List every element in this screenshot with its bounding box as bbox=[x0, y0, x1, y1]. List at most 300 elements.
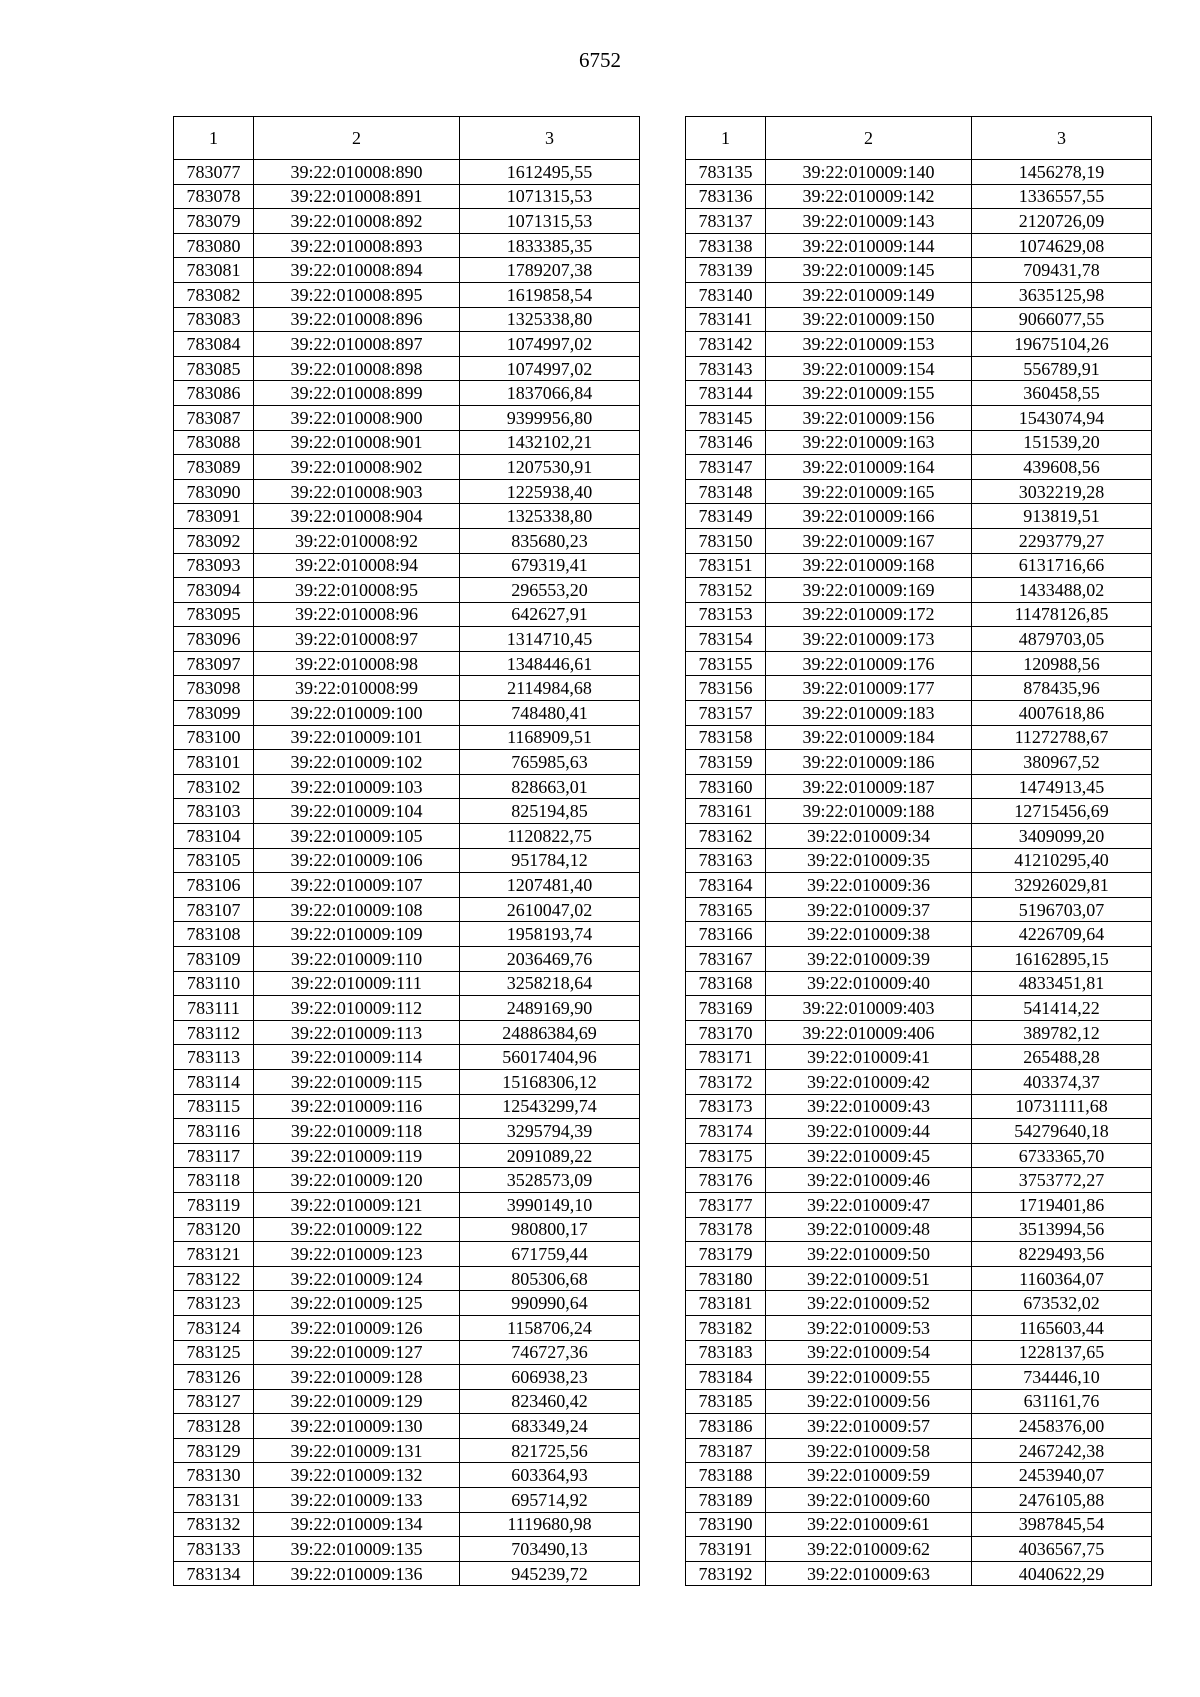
row-number-cell: 783185 bbox=[686, 1389, 766, 1414]
cadastral-number-cell: 39:22:010008:900 bbox=[254, 405, 460, 430]
cadastral-number-cell: 39:22:010009:40 bbox=[766, 971, 972, 996]
cadastral-number-cell: 39:22:010009:48 bbox=[766, 1217, 972, 1242]
value-cell: 2476105,88 bbox=[972, 1488, 1152, 1513]
value-cell: 4833451,81 bbox=[972, 971, 1152, 996]
value-cell: 3528573,09 bbox=[460, 1168, 640, 1193]
value-cell: 642627,91 bbox=[460, 602, 640, 627]
row-number-cell: 783127 bbox=[174, 1389, 254, 1414]
value-cell: 2036469,76 bbox=[460, 947, 640, 972]
row-number-cell: 783166 bbox=[686, 922, 766, 947]
cadastral-number-cell: 39:22:010009:177 bbox=[766, 676, 972, 701]
value-cell: 1074997,02 bbox=[460, 332, 640, 357]
row-number-cell: 783150 bbox=[686, 528, 766, 553]
cadastral-number-cell: 39:22:010009:124 bbox=[254, 1266, 460, 1291]
cadastral-number-cell: 39:22:010009:184 bbox=[766, 725, 972, 750]
row-number-cell: 783102 bbox=[174, 774, 254, 799]
table-row bbox=[174, 1266, 640, 1291]
table-row bbox=[686, 701, 1152, 726]
cadastral-number-cell: 39:22:010009:166 bbox=[766, 504, 972, 529]
value-cell: 15168306,12 bbox=[460, 1069, 640, 1094]
column-header-3: 3 bbox=[460, 117, 640, 160]
table-row bbox=[686, 184, 1152, 209]
cadastral-number-cell: 39:22:010009:149 bbox=[766, 282, 972, 307]
table-row bbox=[686, 1340, 1152, 1365]
value-cell: 631161,76 bbox=[972, 1389, 1152, 1414]
cadastral-number-cell: 39:22:010009:41 bbox=[766, 1045, 972, 1070]
row-number-cell: 783189 bbox=[686, 1488, 766, 1513]
table-row bbox=[686, 1069, 1152, 1094]
value-cell: 2458376,00 bbox=[972, 1414, 1152, 1439]
row-number-cell: 783141 bbox=[686, 307, 766, 332]
value-cell: 3258218,64 bbox=[460, 971, 640, 996]
value-cell: 828663,01 bbox=[460, 774, 640, 799]
row-number-cell: 783094 bbox=[174, 578, 254, 603]
row-number-cell: 783125 bbox=[174, 1340, 254, 1365]
value-cell: 835680,23 bbox=[460, 528, 640, 553]
row-number-cell: 783151 bbox=[686, 553, 766, 578]
cadastral-number-cell: 39:22:010008:904 bbox=[254, 504, 460, 529]
value-cell: 3635125,98 bbox=[972, 282, 1152, 307]
cadastral-number-cell: 39:22:010008:898 bbox=[254, 356, 460, 381]
table-row bbox=[686, 1217, 1152, 1242]
value-cell: 679319,41 bbox=[460, 553, 640, 578]
cadastral-number-cell: 39:22:010008:897 bbox=[254, 332, 460, 357]
value-cell: 296553,20 bbox=[460, 578, 640, 603]
table-row bbox=[174, 528, 640, 553]
table-row bbox=[174, 455, 640, 480]
cadastral-number-cell: 39:22:010009:120 bbox=[254, 1168, 460, 1193]
row-number-cell: 783143 bbox=[686, 356, 766, 381]
value-cell: 2114984,68 bbox=[460, 676, 640, 701]
row-number-cell: 783131 bbox=[174, 1488, 254, 1513]
value-cell: 2610047,02 bbox=[460, 897, 640, 922]
table-row bbox=[174, 160, 640, 185]
row-number-cell: 783098 bbox=[174, 676, 254, 701]
cadastral-number-cell: 39:22:010009:42 bbox=[766, 1069, 972, 1094]
row-number-cell: 783122 bbox=[174, 1266, 254, 1291]
value-cell: 1336557,55 bbox=[972, 184, 1152, 209]
value-cell: 1168909,51 bbox=[460, 725, 640, 750]
cadastral-number-cell: 39:22:010009:104 bbox=[254, 799, 460, 824]
cadastral-number-cell: 39:22:010009:54 bbox=[766, 1340, 972, 1365]
table-row bbox=[686, 873, 1152, 898]
cadastral-number-cell: 39:22:010009:115 bbox=[254, 1069, 460, 1094]
table-row bbox=[174, 1438, 640, 1463]
row-number-cell: 783136 bbox=[686, 184, 766, 209]
row-number-cell: 783128 bbox=[174, 1414, 254, 1439]
value-cell: 709431,78 bbox=[972, 258, 1152, 283]
row-number-cell: 783190 bbox=[686, 1512, 766, 1537]
column-header-3: 3 bbox=[972, 117, 1152, 160]
row-number-cell: 783111 bbox=[174, 996, 254, 1021]
row-number-cell: 783086 bbox=[174, 381, 254, 406]
header-row bbox=[686, 117, 1152, 160]
row-number-cell: 783182 bbox=[686, 1315, 766, 1340]
cadastral-number-cell: 39:22:010009:164 bbox=[766, 455, 972, 480]
cadastral-number-cell: 39:22:010009:143 bbox=[766, 209, 972, 234]
cadastral-number-cell: 39:22:010009:173 bbox=[766, 627, 972, 652]
row-number-cell: 783087 bbox=[174, 405, 254, 430]
value-cell: 1314710,45 bbox=[460, 627, 640, 652]
table-row bbox=[686, 602, 1152, 627]
table-row bbox=[686, 1266, 1152, 1291]
cadastral-number-cell: 39:22:010009:109 bbox=[254, 922, 460, 947]
value-cell: 703490,13 bbox=[460, 1537, 640, 1562]
value-cell: 980800,17 bbox=[460, 1217, 640, 1242]
value-cell: 734446,10 bbox=[972, 1365, 1152, 1390]
cadastral-number-cell: 39:22:010009:144 bbox=[766, 233, 972, 258]
table-row bbox=[174, 209, 640, 234]
table-row bbox=[174, 1119, 640, 1144]
cadastral-number-cell: 39:22:010008:902 bbox=[254, 455, 460, 480]
row-number-cell: 783108 bbox=[174, 922, 254, 947]
cadastral-number-cell: 39:22:010009:142 bbox=[766, 184, 972, 209]
cadastral-number-cell: 39:22:010009:131 bbox=[254, 1438, 460, 1463]
table-row bbox=[686, 233, 1152, 258]
table-row bbox=[686, 1365, 1152, 1390]
cadastral-number-cell: 39:22:010008:903 bbox=[254, 479, 460, 504]
cadastral-number-cell: 39:22:010009:129 bbox=[254, 1389, 460, 1414]
row-number-cell: 783103 bbox=[174, 799, 254, 824]
row-number-cell: 783181 bbox=[686, 1291, 766, 1316]
table-row bbox=[686, 1438, 1152, 1463]
table-row bbox=[686, 799, 1152, 824]
table-row bbox=[174, 750, 640, 775]
row-number-cell: 783121 bbox=[174, 1242, 254, 1267]
value-cell: 606938,23 bbox=[460, 1365, 640, 1390]
value-cell: 6131716,66 bbox=[972, 553, 1152, 578]
value-cell: 2293779,27 bbox=[972, 528, 1152, 553]
value-cell: 380967,52 bbox=[972, 750, 1152, 775]
table-row bbox=[686, 996, 1152, 1021]
table-row bbox=[174, 258, 640, 283]
row-number-cell: 783104 bbox=[174, 824, 254, 849]
row-number-cell: 783152 bbox=[686, 578, 766, 603]
value-cell: 1225938,40 bbox=[460, 479, 640, 504]
cadastral-number-cell: 39:22:010009:100 bbox=[254, 701, 460, 726]
cadastral-number-cell: 39:22:010009:116 bbox=[254, 1094, 460, 1119]
row-number-cell: 783148 bbox=[686, 479, 766, 504]
table-row bbox=[686, 160, 1152, 185]
cadastral-number-cell: 39:22:010009:169 bbox=[766, 578, 972, 603]
cadastral-number-cell: 39:22:010009:121 bbox=[254, 1192, 460, 1217]
value-cell: 878435,96 bbox=[972, 676, 1152, 701]
cadastral-number-cell: 39:22:010009:140 bbox=[766, 160, 972, 185]
value-cell: 56017404,96 bbox=[460, 1045, 640, 1070]
row-number-cell: 783116 bbox=[174, 1119, 254, 1144]
table-row bbox=[686, 1414, 1152, 1439]
cadastral-number-cell: 39:22:010008:893 bbox=[254, 233, 460, 258]
cadastral-number-cell: 39:22:010009:38 bbox=[766, 922, 972, 947]
table-row bbox=[174, 1414, 640, 1439]
cadastral-number-cell: 39:22:010009:102 bbox=[254, 750, 460, 775]
value-cell: 2489169,90 bbox=[460, 996, 640, 1021]
value-cell: 1719401,86 bbox=[972, 1192, 1152, 1217]
row-number-cell: 783188 bbox=[686, 1463, 766, 1488]
row-number-cell: 783118 bbox=[174, 1168, 254, 1193]
value-cell: 2453940,07 bbox=[972, 1463, 1152, 1488]
cadastral-number-cell: 39:22:010008:892 bbox=[254, 209, 460, 234]
value-cell: 683349,24 bbox=[460, 1414, 640, 1439]
table-row bbox=[174, 725, 640, 750]
row-number-cell: 783176 bbox=[686, 1168, 766, 1193]
cadastral-number-cell: 39:22:010008:97 bbox=[254, 627, 460, 652]
table-row bbox=[174, 897, 640, 922]
value-cell: 1207530,91 bbox=[460, 455, 640, 480]
row-number-cell: 783174 bbox=[686, 1119, 766, 1144]
cadastral-number-cell: 39:22:010009:35 bbox=[766, 848, 972, 873]
value-cell: 3409099,20 bbox=[972, 824, 1152, 849]
value-cell: 1432102,21 bbox=[460, 430, 640, 455]
value-cell: 439608,56 bbox=[972, 455, 1152, 480]
cadastral-number-cell: 39:22:010009:156 bbox=[766, 405, 972, 430]
row-number-cell: 783089 bbox=[174, 455, 254, 480]
row-number-cell: 783175 bbox=[686, 1143, 766, 1168]
table-row bbox=[174, 1512, 640, 1537]
value-cell: 2120726,09 bbox=[972, 209, 1152, 234]
row-number-cell: 783158 bbox=[686, 725, 766, 750]
value-cell: 913819,51 bbox=[972, 504, 1152, 529]
value-cell: 805306,68 bbox=[460, 1266, 640, 1291]
row-number-cell: 783157 bbox=[686, 701, 766, 726]
row-number-cell: 783155 bbox=[686, 651, 766, 676]
table-row bbox=[174, 1561, 640, 1586]
row-number-cell: 783135 bbox=[686, 160, 766, 185]
row-number-cell: 783173 bbox=[686, 1094, 766, 1119]
value-cell: 1071315,53 bbox=[460, 184, 640, 209]
value-cell: 1228137,65 bbox=[972, 1340, 1152, 1365]
column-header-2: 2 bbox=[254, 117, 460, 160]
cadastral-number-cell: 39:22:010009:57 bbox=[766, 1414, 972, 1439]
row-number-cell: 783097 bbox=[174, 651, 254, 676]
table-row bbox=[686, 1488, 1152, 1513]
table-row bbox=[686, 1143, 1152, 1168]
row-number-cell: 783119 bbox=[174, 1192, 254, 1217]
table-row bbox=[174, 405, 640, 430]
value-cell: 16162895,15 bbox=[972, 947, 1152, 972]
cadastral-number-cell: 39:22:010009:60 bbox=[766, 1488, 972, 1513]
row-number-cell: 783113 bbox=[174, 1045, 254, 1070]
value-cell: 695714,92 bbox=[460, 1488, 640, 1513]
table-row bbox=[174, 676, 640, 701]
table-row bbox=[686, 1561, 1152, 1586]
cadastral-number-cell: 39:22:010009:125 bbox=[254, 1291, 460, 1316]
value-cell: 603364,93 bbox=[460, 1463, 640, 1488]
row-number-cell: 783095 bbox=[174, 602, 254, 627]
cadastral-number-cell: 39:22:010009:36 bbox=[766, 873, 972, 898]
table-row bbox=[686, 356, 1152, 381]
row-number-cell: 783192 bbox=[686, 1561, 766, 1586]
table-row bbox=[174, 479, 640, 504]
row-number-cell: 783156 bbox=[686, 676, 766, 701]
cadastral-number-cell: 39:22:010009:46 bbox=[766, 1168, 972, 1193]
row-number-cell: 783114 bbox=[174, 1069, 254, 1094]
table-row bbox=[174, 971, 640, 996]
value-cell: 9066077,55 bbox=[972, 307, 1152, 332]
table-row bbox=[174, 1094, 640, 1119]
value-cell: 1543074,94 bbox=[972, 405, 1152, 430]
table-row bbox=[686, 947, 1152, 972]
row-number-cell: 783101 bbox=[174, 750, 254, 775]
cadastral-number-cell: 39:22:010009:101 bbox=[254, 725, 460, 750]
table-row bbox=[174, 602, 640, 627]
table-row bbox=[174, 1463, 640, 1488]
table-row bbox=[174, 1340, 640, 1365]
table-row bbox=[686, 405, 1152, 430]
cadastral-number-cell: 39:22:010009:176 bbox=[766, 651, 972, 676]
value-cell: 5196703,07 bbox=[972, 897, 1152, 922]
value-cell: 19675104,26 bbox=[972, 332, 1152, 357]
table-row bbox=[686, 1389, 1152, 1414]
value-cell: 8229493,56 bbox=[972, 1242, 1152, 1267]
table-row bbox=[686, 1315, 1152, 1340]
value-cell: 671759,44 bbox=[460, 1242, 640, 1267]
value-cell: 945239,72 bbox=[460, 1561, 640, 1586]
row-number-cell: 783162 bbox=[686, 824, 766, 849]
table-row bbox=[174, 627, 640, 652]
row-number-cell: 783172 bbox=[686, 1069, 766, 1094]
table-row bbox=[686, 528, 1152, 553]
table-row bbox=[174, 282, 640, 307]
value-cell: 389782,12 bbox=[972, 1020, 1152, 1045]
value-cell: 10731111,68 bbox=[972, 1094, 1152, 1119]
row-number-cell: 783179 bbox=[686, 1242, 766, 1267]
row-number-cell: 783168 bbox=[686, 971, 766, 996]
value-cell: 1789207,38 bbox=[460, 258, 640, 283]
value-cell: 1833385,35 bbox=[460, 233, 640, 258]
value-cell: 3513994,56 bbox=[972, 1217, 1152, 1242]
row-number-cell: 783145 bbox=[686, 405, 766, 430]
cadastral-number-cell: 39:22:010008:896 bbox=[254, 307, 460, 332]
value-cell: 360458,55 bbox=[972, 381, 1152, 406]
table-row bbox=[174, 774, 640, 799]
row-number-cell: 783153 bbox=[686, 602, 766, 627]
cadastral-number-cell: 39:22:010009:172 bbox=[766, 602, 972, 627]
column-header-2: 2 bbox=[766, 117, 972, 160]
table-row bbox=[686, 1192, 1152, 1217]
table-row bbox=[174, 1389, 640, 1414]
row-number-cell: 783132 bbox=[174, 1512, 254, 1537]
table-row bbox=[174, 184, 640, 209]
cadastral-number-cell: 39:22:010009:134 bbox=[254, 1512, 460, 1537]
value-cell: 265488,28 bbox=[972, 1045, 1152, 1070]
row-number-cell: 783091 bbox=[174, 504, 254, 529]
cadastral-number-cell: 39:22:010009:44 bbox=[766, 1119, 972, 1144]
table-row bbox=[686, 1291, 1152, 1316]
value-cell: 1958193,74 bbox=[460, 922, 640, 947]
cadastral-number-cell: 39:22:010009:114 bbox=[254, 1045, 460, 1070]
table-row bbox=[174, 332, 640, 357]
value-cell: 4040622,29 bbox=[972, 1561, 1152, 1586]
value-cell: 1837066,84 bbox=[460, 381, 640, 406]
row-number-cell: 783110 bbox=[174, 971, 254, 996]
row-number-cell: 783171 bbox=[686, 1045, 766, 1070]
cadastral-number-cell: 39:22:010009:127 bbox=[254, 1340, 460, 1365]
right-table bbox=[685, 116, 1152, 1586]
cadastral-number-cell: 39:22:010009:111 bbox=[254, 971, 460, 996]
value-cell: 1158706,24 bbox=[460, 1315, 640, 1340]
cadastral-number-cell: 39:22:010009:122 bbox=[254, 1217, 460, 1242]
row-number-cell: 783142 bbox=[686, 332, 766, 357]
cadastral-number-cell: 39:22:010009:403 bbox=[766, 996, 972, 1021]
cadastral-number-cell: 39:22:010009:118 bbox=[254, 1119, 460, 1144]
table-row bbox=[174, 701, 640, 726]
cadastral-number-cell: 39:22:010009:155 bbox=[766, 381, 972, 406]
table-row bbox=[174, 651, 640, 676]
cadastral-number-cell: 39:22:010009:128 bbox=[254, 1365, 460, 1390]
value-cell: 990990,64 bbox=[460, 1291, 640, 1316]
table-row bbox=[174, 1537, 640, 1562]
row-number-cell: 783167 bbox=[686, 947, 766, 972]
cadastral-number-cell: 39:22:010009:186 bbox=[766, 750, 972, 775]
value-cell: 673532,02 bbox=[972, 1291, 1152, 1316]
cadastral-number-cell: 39:22:010009:145 bbox=[766, 258, 972, 283]
cadastral-number-cell: 39:22:010009:47 bbox=[766, 1192, 972, 1217]
value-cell: 6733365,70 bbox=[972, 1143, 1152, 1168]
table-row bbox=[174, 848, 640, 873]
row-number-cell: 783169 bbox=[686, 996, 766, 1021]
row-number-cell: 783090 bbox=[174, 479, 254, 504]
row-number-cell: 783123 bbox=[174, 1291, 254, 1316]
value-cell: 41210295,40 bbox=[972, 848, 1152, 873]
row-number-cell: 783191 bbox=[686, 1537, 766, 1562]
value-cell: 1456278,19 bbox=[972, 160, 1152, 185]
left-table bbox=[173, 116, 640, 1586]
row-number-cell: 783159 bbox=[686, 750, 766, 775]
cadastral-number-cell: 39:22:010009:50 bbox=[766, 1242, 972, 1267]
value-cell: 3295794,39 bbox=[460, 1119, 640, 1144]
value-cell: 12715456,69 bbox=[972, 799, 1152, 824]
value-cell: 556789,91 bbox=[972, 356, 1152, 381]
cadastral-number-cell: 39:22:010009:56 bbox=[766, 1389, 972, 1414]
table-row bbox=[686, 1463, 1152, 1488]
cadastral-number-cell: 39:22:010008:96 bbox=[254, 602, 460, 627]
table-row bbox=[686, 504, 1152, 529]
row-number-cell: 783109 bbox=[174, 947, 254, 972]
row-number-cell: 783133 bbox=[174, 1537, 254, 1562]
row-number-cell: 783163 bbox=[686, 848, 766, 873]
table-row bbox=[174, 1143, 640, 1168]
cadastral-number-cell: 39:22:010009:37 bbox=[766, 897, 972, 922]
row-number-cell: 783112 bbox=[174, 1020, 254, 1045]
cadastral-number-cell: 39:22:010009:55 bbox=[766, 1365, 972, 1390]
row-number-cell: 783170 bbox=[686, 1020, 766, 1045]
value-cell: 823460,42 bbox=[460, 1389, 640, 1414]
value-cell: 12543299,74 bbox=[460, 1094, 640, 1119]
value-cell: 4226709,64 bbox=[972, 922, 1152, 947]
value-cell: 9399956,80 bbox=[460, 405, 640, 430]
table-row bbox=[686, 381, 1152, 406]
value-cell: 1120822,75 bbox=[460, 824, 640, 849]
row-number-cell: 783138 bbox=[686, 233, 766, 258]
cadastral-number-cell: 39:22:010009:105 bbox=[254, 824, 460, 849]
table-row bbox=[686, 1537, 1152, 1562]
cadastral-number-cell: 39:22:010008:98 bbox=[254, 651, 460, 676]
row-number-cell: 783096 bbox=[174, 627, 254, 652]
value-cell: 3987845,54 bbox=[972, 1512, 1152, 1537]
cadastral-number-cell: 39:22:010009:112 bbox=[254, 996, 460, 1021]
table-row bbox=[686, 922, 1152, 947]
cadastral-number-cell: 39:22:010008:95 bbox=[254, 578, 460, 603]
value-cell: 1074997,02 bbox=[460, 356, 640, 381]
cadastral-number-cell: 39:22:010009:135 bbox=[254, 1537, 460, 1562]
cadastral-number-cell: 39:22:010009:59 bbox=[766, 1463, 972, 1488]
value-cell: 1474913,45 bbox=[972, 774, 1152, 799]
cadastral-number-cell: 39:22:010009:188 bbox=[766, 799, 972, 824]
cadastral-number-cell: 39:22:010009:123 bbox=[254, 1242, 460, 1267]
cadastral-number-cell: 39:22:010008:895 bbox=[254, 282, 460, 307]
column-header-1: 1 bbox=[174, 117, 254, 160]
